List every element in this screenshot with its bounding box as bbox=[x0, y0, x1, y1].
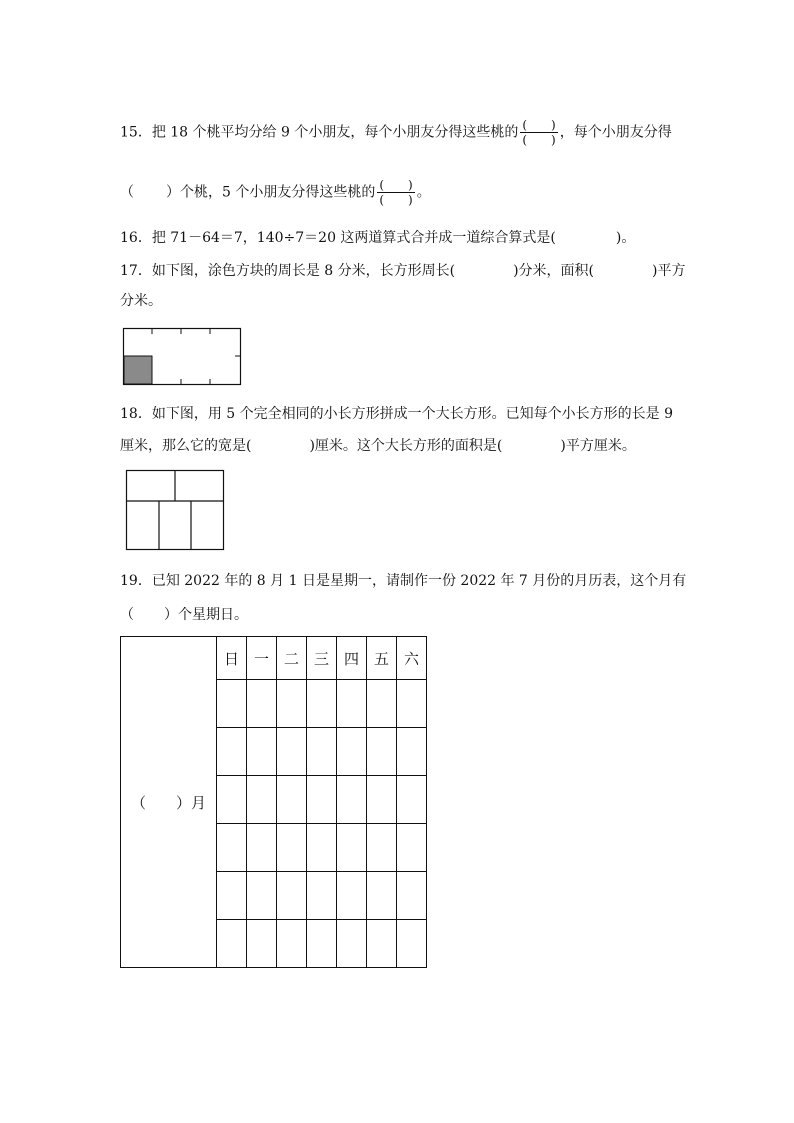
calendar-day-cell[interactable] bbox=[247, 728, 277, 776]
q15-text-after: ，每个小朋友分得 bbox=[559, 124, 672, 141]
calendar-day-cell[interactable] bbox=[247, 920, 277, 968]
q15-line2-end: 。 bbox=[416, 184, 431, 201]
weekday-sat: 六 bbox=[397, 637, 427, 680]
calendar-day-cell[interactable] bbox=[277, 680, 307, 728]
weekday-tue: 二 bbox=[277, 637, 307, 680]
weekday-thu: 四 bbox=[337, 637, 367, 680]
q18-text-b: )厘米。这个大长方形的面积是( bbox=[309, 438, 503, 454]
q15-frac1-numerator-blank[interactable]: ( ) bbox=[522, 118, 556, 132]
calendar-day-cell[interactable] bbox=[397, 824, 427, 872]
q17-line2: 分米。 bbox=[120, 293, 162, 309]
calendar-day-cell[interactable] bbox=[367, 728, 397, 776]
calendar-header-row bbox=[121, 637, 427, 680]
q15-frac2-denominator-blank[interactable]: ( ) bbox=[379, 193, 413, 207]
calendar-day-cell[interactable] bbox=[277, 824, 307, 872]
calendar-day-cell[interactable] bbox=[247, 776, 277, 824]
q19-line2 bbox=[120, 605, 248, 625]
calendar-day-cell[interactable] bbox=[367, 920, 397, 968]
calendar-day-cell[interactable] bbox=[277, 776, 307, 824]
q15-line2-suffix: ）个桃，5 个小朋友分得这些桃的 bbox=[166, 184, 376, 201]
q16-end: )。 bbox=[615, 230, 636, 246]
calendar-day-cell[interactable] bbox=[337, 776, 367, 824]
calendar-day-cell[interactable] bbox=[307, 680, 337, 728]
calendar-day-cell[interactable] bbox=[217, 920, 247, 968]
q15-line2 bbox=[120, 178, 431, 207]
q17-rectangle-figure bbox=[120, 325, 244, 389]
calendar-day-cell[interactable] bbox=[217, 728, 247, 776]
calendar-day-cell[interactable] bbox=[367, 680, 397, 728]
calendar-day-cell[interactable] bbox=[217, 824, 247, 872]
q18-text-c: )平方厘米。 bbox=[560, 438, 636, 454]
calendar-day-cell[interactable] bbox=[337, 680, 367, 728]
weekday-sun: 日 bbox=[217, 637, 247, 680]
calendar-day-cell[interactable] bbox=[247, 872, 277, 920]
q17-line1 bbox=[120, 261, 686, 281]
q15-text: 15．把 18 个桃平均分给 9 个小朋友，每个小朋友分得这些桃的 bbox=[120, 124, 519, 141]
q18-line1: 18．如下图，用 5 个完全相同的小长方形拼成一个大长方形。已知每个小长方形的长是 9 bbox=[120, 406, 673, 422]
q18-line2 bbox=[120, 436, 636, 456]
calendar-day-cell[interactable] bbox=[307, 824, 337, 872]
calendar-day-cell[interactable] bbox=[277, 872, 307, 920]
calendar-day-cell[interactable] bbox=[217, 872, 247, 920]
weekday-fri: 五 bbox=[367, 637, 397, 680]
q15-line1 bbox=[120, 118, 672, 147]
q17-text-c: )平方 bbox=[652, 263, 686, 279]
q16-text: 16．把 71－64＝7，140÷7＝20 这两道算式合并成一道综合算式是( bbox=[120, 230, 556, 246]
q18-text-a: 厘米，那么它的宽是( bbox=[120, 438, 252, 454]
q15-line2-prefix: （ bbox=[120, 184, 134, 201]
q16-line bbox=[120, 228, 635, 248]
q19-text-a: （ bbox=[120, 607, 134, 623]
calendar-day-cell[interactable] bbox=[307, 728, 337, 776]
q15-frac1-denominator-blank[interactable]: ( ) bbox=[522, 133, 556, 147]
q19-line1: 19．已知 2022 年的 8 月 1 日是星期一，请制作一份 2022 年 7 月份的月历表，这个月有 bbox=[120, 573, 687, 589]
q19-text-b: ）个星期日。 bbox=[164, 607, 248, 623]
month-label-suffix: ）月 bbox=[176, 793, 207, 812]
q17-text-b: )分米，面积( bbox=[513, 263, 595, 279]
calendar-day-cell[interactable] bbox=[367, 872, 397, 920]
calendar-day-cell[interactable] bbox=[397, 920, 427, 968]
calendar-day-cell[interactable] bbox=[307, 872, 337, 920]
q15-fraction-1 bbox=[520, 118, 557, 147]
calendar-day-cell[interactable] bbox=[397, 872, 427, 920]
month-label-prefix: （ bbox=[130, 793, 146, 812]
calendar-day-cell[interactable] bbox=[337, 920, 367, 968]
calendar-day-cell[interactable] bbox=[397, 680, 427, 728]
calendar-day-cell[interactable] bbox=[337, 728, 367, 776]
q17-shaded-square bbox=[124, 356, 152, 384]
calendar-day-cell[interactable] bbox=[307, 920, 337, 968]
weekday-mon: 一 bbox=[247, 637, 277, 680]
calendar-day-cell[interactable] bbox=[217, 680, 247, 728]
calendar-day-cell[interactable] bbox=[277, 728, 307, 776]
calendar-day-cell[interactable] bbox=[307, 776, 337, 824]
weekday-wed: 三 bbox=[307, 637, 337, 680]
calendar-day-cell[interactable] bbox=[247, 824, 277, 872]
calendar-day-cell[interactable] bbox=[367, 824, 397, 872]
q15-fraction-2 bbox=[377, 178, 414, 207]
calendar-month-cell bbox=[121, 637, 217, 968]
q15-frac2-numerator-blank[interactable]: ( ) bbox=[379, 178, 413, 192]
calendar-day-cell[interactable] bbox=[337, 824, 367, 872]
calendar-day-cell[interactable] bbox=[217, 776, 247, 824]
calendar-day-cell[interactable] bbox=[277, 920, 307, 968]
calendar-table bbox=[120, 636, 427, 968]
calendar-day-cell[interactable] bbox=[397, 728, 427, 776]
calendar-day-cell[interactable] bbox=[367, 776, 397, 824]
calendar-day-cell[interactable] bbox=[397, 776, 427, 824]
q18-rectangles-figure bbox=[124, 468, 226, 552]
calendar-day-cell[interactable] bbox=[337, 872, 367, 920]
q17-text-a: 17．如下图，涂色方块的周长是 8 分米，长方形周长( bbox=[120, 263, 456, 279]
calendar-day-cell[interactable] bbox=[247, 680, 277, 728]
